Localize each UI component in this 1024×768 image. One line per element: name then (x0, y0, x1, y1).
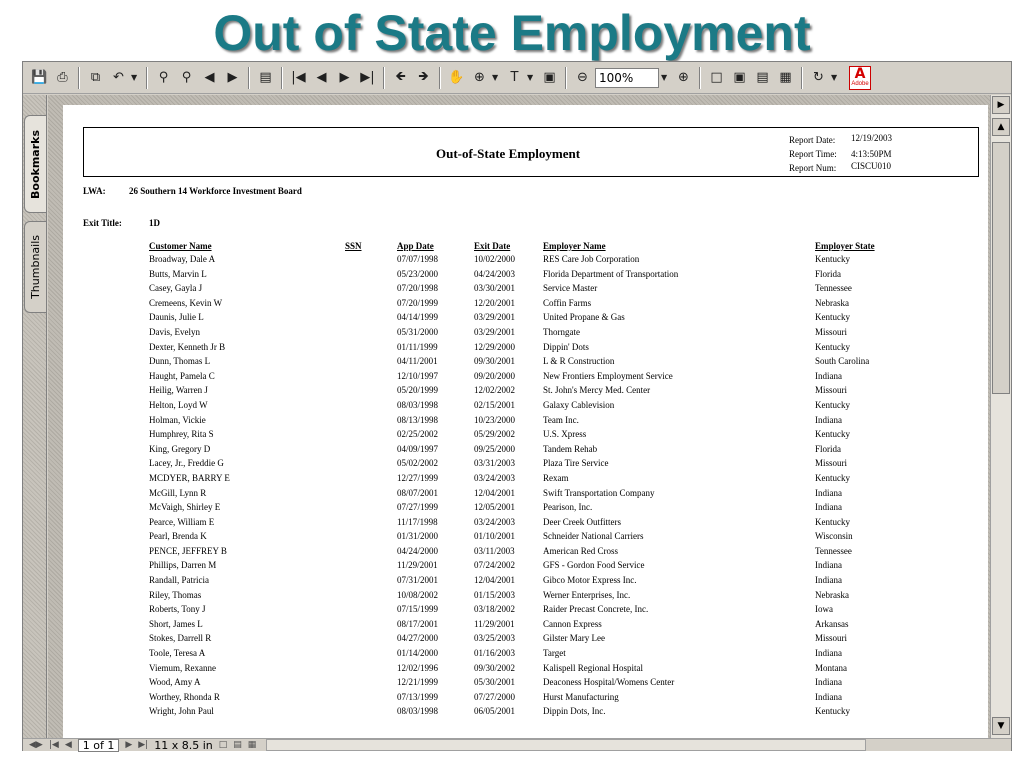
go-forward-icon[interactable]: 🡺 (418, 68, 429, 84)
employer-name-cell: Kalispell Regional Hospital (543, 662, 643, 673)
customer-name-cell: Casey, Gayla J (149, 283, 203, 294)
employer-name-cell: Pearison, Inc. (543, 502, 593, 513)
employer-state-cell: Missouri (815, 633, 848, 644)
app-date-cell: 04/24/2000 (397, 545, 439, 556)
tab-thumbnails-label: Thumbnails (29, 235, 42, 299)
table-row (63, 603, 988, 618)
undo-icon[interactable]: ↶ (113, 70, 124, 85)
toolbar-separator (146, 67, 148, 89)
table-row (63, 574, 988, 589)
customer-name-cell: Short, James L (149, 618, 203, 629)
scroll-down-icon[interactable]: ▼ (992, 717, 1010, 735)
app-date-cell: 10/08/2002 (397, 589, 439, 600)
table-row (63, 589, 988, 604)
next-page-icon[interactable]: ▶ (125, 740, 133, 750)
exit-date-cell: 01/16/2003 (474, 648, 516, 659)
reflow-icon[interactable]: ▦ (779, 70, 792, 85)
employer-name-cell: Hurst Manufacturing (543, 691, 619, 702)
customer-name-cell: PENCE, JEFFREY B (149, 545, 227, 556)
table-row (63, 384, 988, 399)
table-row (63, 355, 988, 370)
customer-name-cell: Stokes, Darrell R (149, 633, 212, 644)
employer-state-cell: Nebraska (815, 589, 849, 600)
graphics-select-icon[interactable]: ▣ (543, 70, 556, 85)
app-date-cell: 07/27/1999 (397, 502, 439, 513)
previous-page-icon[interactable]: ◀ (316, 70, 327, 85)
app-date-cell: 07/20/1998 (397, 283, 439, 294)
employer-name-cell: Rexam (543, 472, 569, 483)
employer-state-cell: Indiana (815, 691, 842, 702)
employer-name-cell: Cannon Express (543, 618, 602, 629)
employer-state-cell: Missouri (815, 385, 848, 396)
employer-name-cell: Swift Transportation Company (543, 487, 655, 498)
column-header-employer-state: Employer State (815, 241, 875, 251)
report-num: CISCU010 (851, 161, 892, 171)
exit-date-cell: 04/24/2003 (474, 268, 516, 279)
adobe-logo[interactable] (849, 66, 871, 90)
employer-state-cell: Indiana (815, 370, 842, 381)
previous-page-icon[interactable]: ◀ (64, 740, 72, 750)
customer-name-cell: Riley, Thomas (149, 589, 202, 600)
app-date-cell: 05/20/1999 (397, 385, 439, 396)
app-date-cell: 01/31/2000 (397, 531, 439, 542)
customer-name-cell: Dunn, Thomas L (149, 356, 211, 367)
exit-date-cell: 12/29/2000 (474, 341, 516, 352)
employer-name-cell: Gilster Mary Lee (543, 633, 605, 644)
customer-name-cell: Wright, John Paul (149, 706, 214, 717)
table-row (63, 297, 988, 312)
toggle-panel-icon[interactable]: ▤ (259, 70, 272, 85)
exit-date-cell: 12/02/2002 (474, 385, 516, 396)
lwa-value: 26 Southern 14 Workforce Investment Board (129, 186, 302, 196)
exit-date-cell: 03/29/2001 (474, 312, 516, 323)
employer-state-cell: Iowa (815, 604, 833, 615)
zoom-input[interactable]: 100% (595, 68, 659, 88)
status-bar (23, 738, 1011, 751)
employer-name-cell: Raider Precast Concrete, Inc. (543, 604, 649, 615)
employer-name-cell: Thorngate (543, 326, 580, 337)
table-row (63, 472, 988, 487)
customer-name-cell: MCDYER, BARRY E (149, 472, 230, 483)
employer-name-cell: Deer Creek Outfitters (543, 516, 621, 527)
fit-width-icon[interactable]: ▤ (756, 70, 769, 85)
tab-thumbnails[interactable] (24, 221, 46, 313)
zoom-out-icon[interactable]: ⊖ (577, 70, 588, 85)
lwa-label: LWA: (83, 186, 106, 196)
table-row (63, 618, 988, 633)
employer-name-cell: RES Care Job Corporation (543, 254, 640, 264)
employer-state-cell: Indiana (815, 575, 842, 586)
first-page-icon[interactable]: |◀ (291, 70, 306, 85)
app-date-cell: 07/07/1998 (397, 254, 439, 264)
employer-state-cell: Indiana (815, 502, 842, 513)
exit-date-cell: 12/20/2001 (474, 297, 516, 308)
employer-state-cell: Kentucky (815, 399, 850, 410)
app-date-cell: 05/23/2000 (397, 268, 439, 279)
customer-name-cell: McVaigh, Shirley E (149, 502, 221, 513)
chevron-down-icon[interactable]: ▼ (661, 73, 668, 82)
employer-name-cell: Deaconess Hospital/Womens Center (543, 677, 675, 688)
app-date-cell: 04/11/2001 (397, 356, 438, 367)
exit-date-cell: 03/29/2001 (474, 326, 516, 337)
search-icon[interactable]: ⚲ (181, 70, 192, 85)
exit-date-cell: 09/30/2001 (474, 356, 516, 367)
employer-state-cell: Kentucky (815, 516, 850, 527)
customer-name-cell: Toole, Teresa A (149, 648, 206, 659)
report-header-box (83, 127, 979, 177)
navigation-pane-toggle-icon[interactable]: ◀▶ (29, 740, 43, 750)
table-row (63, 516, 988, 531)
app-date-cell: 08/13/1998 (397, 414, 439, 425)
report-date: 12/19/2003 (851, 133, 893, 143)
find-icon[interactable]: ⚲ (158, 70, 169, 85)
customer-name-cell: Pearce, William E (149, 516, 215, 527)
exit-date-cell: 03/24/2003 (474, 472, 516, 483)
next-view-icon[interactable]: ▶ (227, 70, 238, 85)
exit-date-cell: 10/02/2000 (474, 254, 516, 264)
employer-name-cell: GFS - Gordon Food Service (543, 560, 645, 571)
employer-state-cell: Arkansas (815, 618, 849, 629)
report-time-label: Report Time: (789, 149, 837, 159)
customer-name-cell: Butts, Marvin L (149, 268, 207, 279)
table-row (63, 676, 988, 691)
customer-name-cell: Phillips, Darren M (149, 560, 217, 571)
employer-state-cell: Indiana (815, 414, 842, 425)
customer-name-cell: Daunis, Julie L (149, 312, 204, 323)
table-row (63, 428, 988, 443)
tab-bookmarks[interactable] (24, 115, 46, 213)
employer-state-cell: Tennessee (815, 283, 852, 294)
app-date-cell: 04/14/1999 (397, 312, 439, 323)
toolbar-separator (801, 67, 803, 89)
employer-state-cell: Nebraska (815, 297, 849, 308)
table-row (63, 268, 988, 283)
page-size-label: 11 x 8.5 in (154, 738, 213, 752)
app-date-cell: 12/27/1999 (397, 472, 439, 483)
app-date-cell: 12/21/1999 (397, 677, 439, 688)
exit-date-cell: 03/30/2001 (474, 283, 516, 294)
employer-name-cell: Coffin Farms (543, 297, 592, 308)
pdf-page (63, 105, 988, 738)
last-page-icon[interactable]: ▶| (138, 740, 149, 750)
table-row (63, 282, 988, 297)
table-row (63, 457, 988, 472)
report-table-body (63, 253, 988, 720)
pdf-viewer-window (22, 61, 1012, 751)
employer-state-cell: Indiana (815, 560, 842, 571)
exit-date-cell: 03/31/2003 (474, 458, 516, 469)
toolbar-separator (281, 67, 283, 89)
actual-size-icon[interactable]: □ (710, 70, 723, 85)
column-header-customer-name: Customer Name (149, 241, 212, 251)
exit-date-cell: 03/25/2003 (474, 633, 516, 644)
column-header-app-date: App Date (397, 241, 434, 251)
first-page-icon[interactable]: |◀ (48, 740, 59, 750)
copy-icon[interactable]: ⧉ (90, 70, 101, 85)
tab-bookmarks-label: Bookmarks (29, 129, 42, 199)
app-date-cell: 11/17/1998 (397, 516, 438, 527)
table-row (63, 341, 988, 356)
app-date-cell: 04/27/2000 (397, 633, 439, 644)
exit-date-cell: 11/29/2001 (474, 618, 515, 629)
report-time: 4:13:50PM (851, 149, 892, 159)
report-title: Out-of-State Employment (436, 146, 581, 161)
employer-name-cell: Florida Department of Transportation (543, 268, 679, 279)
employer-name-cell: St. John's Mercy Med. Center (543, 385, 651, 396)
customer-name-cell: Worthey, Rhonda R (149, 691, 220, 702)
exit-date-cell: 07/27/2000 (474, 691, 516, 702)
chevron-down-icon[interactable]: ▼ (831, 73, 838, 82)
exit-date-cell: 06/05/2001 (474, 706, 516, 717)
exit-date-cell: 05/30/2001 (474, 677, 516, 688)
employer-state-cell: South Carolina (815, 356, 870, 367)
table-row (63, 443, 988, 458)
fit-page-icon[interactable]: ▣ (733, 70, 746, 85)
app-date-cell: 07/20/1999 (397, 297, 439, 308)
horizontal-scrollbar[interactable] (266, 739, 866, 751)
customer-name-cell: Roberts, Tony J (149, 604, 206, 615)
employer-name-cell: Dippin Dots, Inc. (543, 706, 606, 717)
employer-name-cell: L & R Construction (543, 356, 615, 367)
chevron-down-icon[interactable]: ▼ (492, 73, 499, 82)
slide-title: Out of State Employment (213, 5, 811, 61)
table-row (63, 545, 988, 560)
customer-name-cell: Cremeens, Kevin W (149, 297, 223, 308)
app-date-cell: 08/07/2001 (397, 487, 439, 498)
app-date-cell: 01/11/1999 (397, 341, 438, 352)
employer-name-cell: New Frontiers Employment Service (543, 370, 673, 381)
customer-name-cell: Broadway, Dale A (149, 254, 216, 264)
customer-name-cell: Randall, Patricia (149, 575, 209, 586)
rotate-icon[interactable]: ↻ (813, 70, 824, 85)
column-header-exit-date: Exit Date (474, 241, 511, 251)
employer-state-cell: Indiana (815, 648, 842, 659)
employer-name-cell: U.S. Xpress (543, 429, 587, 440)
table-row (63, 662, 988, 677)
table-row (63, 487, 988, 502)
employer-name-cell: Tandem Rehab (543, 443, 598, 454)
employer-name-cell: Service Master (543, 283, 598, 294)
toolbar-separator (78, 67, 80, 89)
column-header-employer-name: Employer Name (543, 241, 606, 251)
exit-date-cell: 05/29/2002 (474, 429, 516, 440)
app-date-cell: 07/13/1999 (397, 691, 439, 702)
toolbar-separator (439, 67, 441, 89)
report-num-label: Report Num: (789, 163, 837, 173)
app-date-cell: 12/02/1996 (397, 662, 439, 673)
single-page-icon[interactable]: □ (218, 740, 228, 750)
exit-date-cell: 12/05/2001 (474, 502, 516, 513)
employer-state-cell: Florida (815, 268, 841, 279)
app-date-cell: 11/29/2001 (397, 560, 438, 571)
exit-title-label: Exit Title: (83, 218, 122, 228)
employer-name-cell: Plaza Tire Service (543, 458, 609, 469)
table-row (63, 530, 988, 545)
table-row (63, 414, 988, 429)
employer-name-cell: American Red Cross (543, 545, 618, 556)
customer-name-cell: Lacey, Jr., Freddie G (149, 458, 224, 469)
employer-state-cell: Indiana (815, 677, 842, 688)
document-area[interactable] (48, 95, 990, 738)
zoom-in-icon[interactable]: ⊕ (678, 70, 689, 85)
app-date-cell: 08/17/2001 (397, 618, 439, 629)
customer-name-cell: Helton, Loyd W (149, 399, 208, 410)
app-date-cell: 08/03/1998 (397, 399, 439, 410)
app-date-cell: 05/31/2000 (397, 326, 439, 337)
table-row (63, 632, 988, 647)
toolbar-separator (565, 67, 567, 89)
exit-date-cell: 01/15/2003 (474, 589, 516, 600)
continuous-icon[interactable]: ▤ (233, 740, 242, 750)
employer-name-cell: United Propane & Gas (543, 312, 625, 323)
employer-name-cell: Team Inc. (543, 414, 579, 425)
toolbar-separator (699, 67, 701, 89)
adobe-logo-label: Adobe (851, 80, 869, 87)
app-date-cell: 08/03/1998 (397, 706, 439, 717)
table-row (63, 399, 988, 414)
customer-name-cell: Dexter, Kenneth Jr B (149, 341, 226, 352)
prev-view-icon[interactable]: ◀ (204, 70, 215, 85)
navigation-pane-tabs (23, 95, 47, 738)
employer-name-cell: Dippin' Dots (543, 341, 589, 352)
text-select-icon[interactable]: T (510, 70, 519, 85)
employer-state-cell: Florida (815, 443, 841, 454)
customer-name-cell: Davis, Evelyn (149, 326, 200, 337)
employer-state-cell: Kentucky (815, 706, 850, 717)
customer-name-cell: Viemum, Rexanne (149, 662, 216, 673)
employer-state-cell: Kentucky (815, 254, 850, 264)
app-date-cell: 07/31/2001 (397, 575, 439, 586)
customer-name-cell: Haught, Pamela C (149, 370, 215, 381)
employer-state-cell: Montana (815, 662, 847, 673)
table-row (63, 253, 988, 268)
table-row (63, 501, 988, 516)
app-date-cell: 01/14/2000 (397, 648, 439, 659)
employer-state-cell: Missouri (815, 458, 848, 469)
save-icon[interactable]: 💾 (31, 70, 48, 85)
exit-date-cell: 03/24/2003 (474, 516, 516, 527)
employer-state-cell: Tennessee (815, 545, 852, 556)
employer-state-cell: Missouri (815, 326, 848, 337)
scroll-up-icon[interactable]: ▲ (992, 118, 1010, 136)
table-row (63, 311, 988, 326)
toolbar-separator (383, 67, 385, 89)
zoom-tool-icon[interactable]: ⊕ (474, 70, 485, 85)
exit-date-cell: 03/18/2002 (474, 604, 516, 615)
continuous-facing-icon[interactable]: ▦ (247, 740, 257, 750)
vertical-scrollbar[interactable] (990, 95, 1011, 738)
exit-date-cell: 09/25/2000 (474, 443, 516, 454)
go-back-icon[interactable]: 🡸 (395, 68, 406, 84)
last-page-icon[interactable]: ▶| (360, 70, 375, 85)
table-row (63, 705, 988, 720)
toolbar (23, 62, 1011, 94)
page-number-field[interactable]: 1 of 1 (78, 739, 120, 752)
app-date-cell: 12/10/1997 (397, 370, 439, 381)
exit-date-cell: 09/30/2002 (474, 662, 516, 673)
employer-state-cell: Kentucky (815, 472, 850, 483)
app-date-cell: 02/25/2002 (397, 429, 439, 440)
exit-date-cell: 02/15/2001 (474, 399, 516, 410)
app-date-cell: 07/15/1999 (397, 604, 439, 615)
app-date-cell: 04/09/1997 (397, 443, 439, 454)
exit-date-cell: 07/24/2002 (474, 560, 516, 571)
customer-name-cell: Holman, Vickie (149, 414, 206, 425)
exit-date-cell: 12/04/2001 (474, 487, 516, 498)
customer-name-cell: Humphrey, Rita S (149, 429, 214, 440)
scroll-thumb[interactable] (992, 142, 1010, 394)
table-row (63, 326, 988, 341)
employer-state-cell: Kentucky (815, 429, 850, 440)
customer-name-cell: King, Gregory D (149, 443, 211, 454)
toolbar-separator (248, 67, 250, 89)
employer-name-cell: Galaxy Cablevision (543, 399, 615, 410)
app-date-cell: 05/02/2002 (397, 458, 439, 469)
print-icon[interactable]: ⎙ (57, 70, 68, 85)
hand-tool-icon[interactable]: ✋ (448, 70, 465, 85)
table-row (63, 370, 988, 385)
column-header-ssn: SSN (345, 241, 362, 251)
customer-name-cell: McGill, Lynn R (149, 487, 207, 498)
chevron-down-icon[interactable]: ▼ (527, 73, 534, 82)
employer-state-cell: Kentucky (815, 312, 850, 323)
next-page-icon[interactable]: ▶ (339, 70, 350, 85)
exit-title-value: 1D (149, 218, 160, 228)
chevron-down-icon[interactable]: ▼ (131, 73, 138, 82)
customer-name-cell: Wood, Amy A (149, 677, 201, 688)
scroll-right-icon[interactable]: ▶ (992, 96, 1010, 114)
exit-date-cell: 09/20/2000 (474, 370, 516, 381)
employer-state-cell: Wisconsin (815, 531, 853, 542)
employer-state-cell: Indiana (815, 487, 842, 498)
exit-date-cell: 10/23/2000 (474, 414, 516, 425)
exit-date-cell: 01/10/2001 (474, 531, 516, 542)
exit-date-cell: 12/04/2001 (474, 575, 516, 586)
employer-name-cell: Werner Enterprises, Inc. (543, 589, 631, 600)
employer-name-cell: Schneider National Carriers (543, 531, 644, 542)
table-row (63, 691, 988, 706)
table-row (63, 647, 988, 662)
report-date-label: Report Date: (789, 135, 836, 145)
customer-name-cell: Pearl, Brenda K (149, 531, 207, 542)
employer-name-cell: Target (543, 648, 566, 659)
adobe-logo-mark: A (854, 65, 866, 82)
customer-name-cell: Heilig, Warren J (149, 385, 208, 396)
employer-name-cell: Gibco Motor Express Inc. (543, 575, 637, 586)
table-row (63, 559, 988, 574)
employer-state-cell: Kentucky (815, 341, 850, 352)
exit-date-cell: 03/11/2003 (474, 545, 515, 556)
